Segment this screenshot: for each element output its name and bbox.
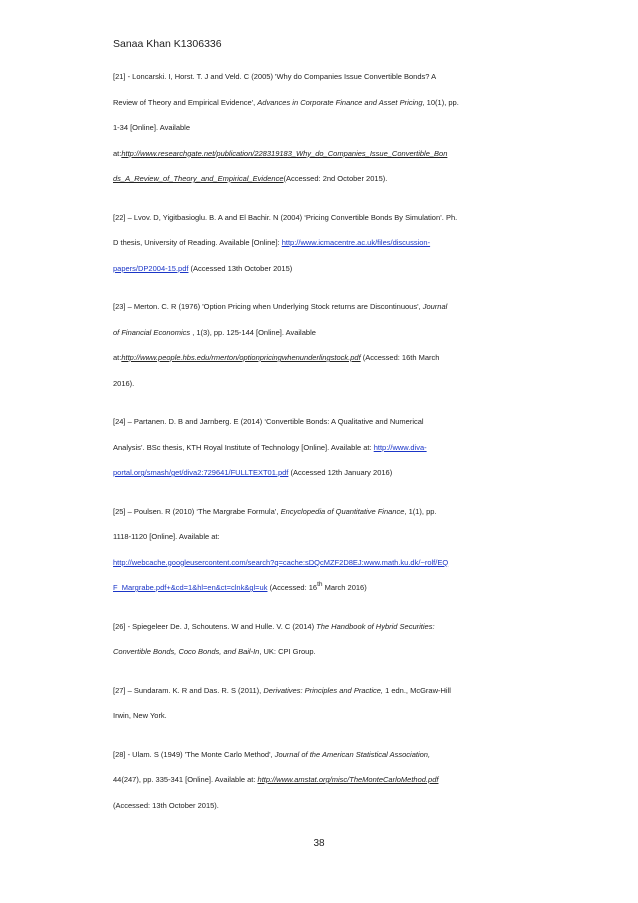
page-header: Sanaa Khan K1306336 — [113, 38, 222, 50]
ref-link[interactable]: http://www.diva- — [373, 442, 427, 452]
reference-27 — [113, 678, 543, 729]
ref-line: Irwin, New York. — [113, 711, 167, 720]
ref-line: F_Margrabe.pdf+&cd=1&hl=en&ct=clnk&gl=uk (Accessed: 16th March 2016) — [113, 581, 367, 592]
ref-journal: Journal — [422, 302, 448, 311]
reference-21 — [113, 64, 543, 192]
reference-25 — [113, 499, 543, 601]
ref-journal: of Financial Economics — [113, 327, 191, 337]
ref-line: [27] – Sundaram. K. R and Das. R. S (2011), Derivatives: Principles and Practice, 1 edn., McGraw-Hill — [113, 685, 451, 695]
page-number: 38 — [313, 838, 325, 849]
ref-line: [22] – Lvov. D, Yigitbasioglu. B. A and El Bachir. N (2004) ‘Pricing Convertible Bonds By Simulation’. Ph. — [113, 212, 458, 222]
ref-link[interactable]: http://webcache.googleusercontent.com/search?q=cache:sDQcMZF2D8EJ:www.math.ku.dk/~rolf/EQ — [113, 557, 449, 567]
ref-line: [21] - Loncarski. I, Horst. T. J and Veld. C (2005) 'Why do Companies Issue Convertible Bonds? A — [113, 72, 437, 81]
ref-line: 44(247), pp. 335-341 [Online]. Available at: http://www.amstat.org/misc/TheMonteCarloMethod.pdf — [113, 775, 439, 784]
ref-line: 2016). — [113, 378, 135, 388]
ref-line — [113, 550, 543, 576]
ref-link[interactable]: portal.org/smash/get/diva2:729641/FULLTEXT01.pdf — [113, 468, 289, 477]
ref-link[interactable]: http://www.icmacentre.ac.uk/files/discussion- — [281, 238, 431, 247]
ref-line: 1118-1120 [Online]. Available at: — [113, 532, 220, 541]
ref-link[interactable]: F_Margrabe.pdf+&cd=1&hl=en&ct=clnk&gl=uk — [113, 583, 268, 592]
ref-line: Review of Theory and Empirical Evidence', Advances in Corporate Finance and Asset Pricing, 10(1), pp. — [113, 97, 459, 107]
ref-line: 1-34 [Online]. Available — [113, 123, 190, 132]
ref-line: Convertible Bonds, Coco Bonds, and Bail-In, UK: CPI Group. — [113, 647, 316, 656]
ref-line: Analysis’. BSc thesis, KTH Royal Institute of Technology [Online]. Available at: http://www.diva- — [113, 442, 427, 452]
ref-link[interactable]: http://www.amstat.org/misc/TheMonteCarloMethod.pdf — [257, 775, 439, 784]
ref-journal: Journal of the American Statistical Association, — [274, 749, 431, 759]
ref-line: portal.org/smash/get/diva2:729641/FULLTEXT01.pdf (Accessed 12th January 2016) — [113, 468, 393, 477]
ref-book-title: The Handbook of Hybrid Securities: — [316, 621, 435, 631]
ref-line: of Financial Economics , 1(3), pp. 125-144 [Online]. Available — [113, 327, 316, 337]
ref-link[interactable]: ds_A_Review_of_Theory_and_Empirical_Evidence — [113, 174, 284, 183]
ref-link[interactable]: http://www.researchgate.net/publication/228319183_Why_do_Companies_Issue_Convertible_Bon — [121, 148, 448, 158]
reference-28 — [113, 742, 543, 819]
ref-line: papers/DP2004-15.pdf (Accessed 13th October 2015) — [113, 263, 293, 273]
ref-book-title: Convertible Bonds, Coco Bonds, and Bail-In — [113, 647, 260, 656]
ref-line: [28] - Ulam. S (1949) 'The Monte Carlo Method', Journal of the American Statistical Association, — [113, 749, 431, 759]
ref-line: D thesis, University of Reading. Available [Online]: http://www.icmacentre.ac.uk/files/discussion- — [113, 238, 431, 247]
ref-line: at:http://www.people.hbs.edu/rmerton/optionpricingwhenunderlingstock.pdf (Accessed: 16th March — [113, 353, 440, 362]
ref-link[interactable]: http://www.people.hbs.edu/rmerton/optionpricingwhenunderlingstock.pdf — [121, 353, 361, 362]
ref-line: [25] – Poulsen. R (2010) ‘The Margrabe Formula’, Encyclopedia of Quantitative Finance, 1(1), pp. — [113, 506, 437, 516]
ref-line: [26] - Spiegeleer De. J, Schoutens. W and Hulle. V. C (2014) The Handbook of Hybrid Securities: — [113, 621, 435, 631]
reference-23 — [113, 294, 543, 396]
ref-book-title: Derivatives: Principles and Practice, — [263, 685, 383, 695]
ref-link[interactable]: papers/DP2004-15.pdf — [113, 263, 189, 273]
reference-26 — [113, 614, 543, 665]
reference-22 — [113, 205, 543, 282]
reference-24 — [113, 409, 543, 486]
ref-line: (Accessed: 13th October 2015). — [113, 800, 219, 810]
reference-list — [113, 64, 543, 831]
ref-line: ds_A_Review_of_Theory_and_Empirical_Evidence(Accessed: 2nd October 2015). — [113, 174, 388, 183]
ref-line: [23] – Merton. C. R (1976) 'Option Pricing when Underlying Stock returns are Discontinuous', Journal — [113, 302, 448, 311]
ref-journal: Advances in Corporate Finance and Asset Pricing — [257, 97, 423, 107]
ref-journal: Encyclopedia of Quantitative Finance — [280, 506, 405, 516]
ref-line: at:http://www.researchgate.net/publication/228319183_Why_do_Companies_Issue_Convertible_Bon — [113, 148, 448, 158]
ref-line: [24] – Partanen. D. B and Jarnberg. E (2014) ‘Convertible Bonds: A Qualitative and Numerical — [113, 417, 424, 426]
